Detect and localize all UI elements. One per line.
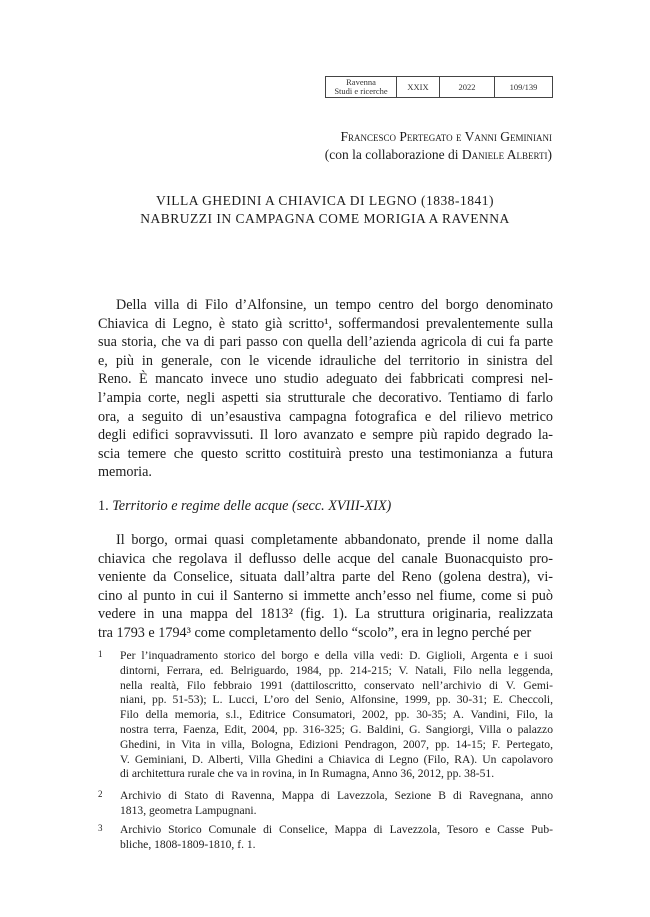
section-paragraph <box>98 531 553 643</box>
collaborator-name: Daniele Alberti <box>461 147 548 162</box>
paragraph-line: veniente da Conselice, situata dall’altra parte del Reno (golena destra), vi- <box>98 569 553 586</box>
footnote-line: dintorni, Ferrara, ed. Belriguardo, 1984, pp. 214-215; V. Natali, Filo nella leggenda, <box>120 663 553 677</box>
journal-name-line2: Studi e ricerche <box>334 86 388 96</box>
footnote-line: Archivio Storico Comunale di Conselice, Mappa di Lavezzola, Tesoro e Casse Pub- <box>120 823 553 836</box>
footnote-text <box>120 823 553 853</box>
paragraph-line: chiavica che regolava il deflusso delle acque del canale Buonacquisto pro- <box>98 550 553 567</box>
paragraph-line: sua storia, che va di pari passo con quella dell’azienda agricola di cui fa parte <box>98 334 553 351</box>
authors-line <box>340 128 552 146</box>
paragraph-line: Reno. È mancato invece uno studio adeguato dei fabbricati compresi nel- <box>98 371 553 388</box>
section-title: Territorio e regime delle acque (secc. XVIII-XIX) <box>112 498 392 514</box>
footnote-line: Ghedini, in Vita in villa, Bologna, Edizioni Pendragon, 2007, pp. 14-15; F. Pertegato, <box>120 737 553 751</box>
year-cell: 2022 <box>440 77 495 97</box>
footnote-number: 2 <box>98 789 103 799</box>
footnote-text <box>120 789 553 819</box>
footnote-2 <box>98 789 553 819</box>
paragraph-line: Il borgo, ormai quasi completamente abbandonato, prende il nome dalla <box>116 532 553 548</box>
paragraph-line: vedere in una mappa del 1813² (fig. 1). La struttura originaria, realizzata <box>98 606 553 623</box>
paragraph-line: e, più in generale, con le vicende idrauliche del territorio in sinistra del <box>98 352 553 369</box>
journal-name-cell <box>326 77 397 97</box>
collaboration-line <box>325 146 552 164</box>
paragraph-line: degli edifici sopravvissuti. Il loro avanzato e sempre più rapido degrado la- <box>98 427 553 444</box>
section-number: 1. <box>98 498 109 514</box>
paragraph-line: cino al punto in cui il Santerno si immette anch’esso nel fiume, come si può <box>98 587 553 604</box>
footnote-text <box>120 649 553 782</box>
footnote-line: di architettura rurale che va in rovina, in In Rumagna, Anno 36, 2012, pp. 38-51. <box>120 767 495 781</box>
paragraph-line: Della villa di Filo d’Alfonsine, un tempo centro del borgo denominato <box>116 297 553 313</box>
footnote-line: Filo della memoria, s.l., Editrice Consumatori, 2002, pp. 30-35; A. Vandini, Filo, la <box>120 708 553 722</box>
footnote-line: Archivio di Stato di Ravenna, Mappa di Lavezzola, Sezione B di Ravegnana, anno <box>120 789 553 802</box>
footnote-line: nella realtà, Filo febbraio 1991 (dattiloscritto, conservato nell’archivio di V. Gemi- <box>120 678 553 692</box>
footnote-number: 1 <box>98 649 103 659</box>
footnote-line: niani, pp. 51-53); L. Lucci, L’oro del Senio, Alfonsine, 1999, pp. 30-31; E. Checcoli, <box>120 693 553 707</box>
paragraph-line: Chiavica di Legno, è stato già scritto¹, soffermandosi prevalentemente sulla <box>98 315 553 332</box>
journal-name-line1: Ravenna <box>346 77 376 87</box>
footnote-1 <box>98 649 553 782</box>
journal-reference-box <box>325 76 553 98</box>
collaboration-suffix: ) <box>547 147 552 162</box>
footnote-3 <box>98 823 553 853</box>
footnote-line: bliche, 1808-1809-1810, f. 1. <box>120 837 256 851</box>
article-title-line2: NABRUZZI IN CAMPAGNA COME MORIGIA A RAVENNA <box>140 211 510 226</box>
paragraph-line: l’ampia corte, negli aspetti sia strutturale che decorativo. Tentiamo di farlo <box>98 389 553 406</box>
intro-paragraph <box>98 296 553 482</box>
paragraph-line: scia temere che questo scritto costituirà presto una testimonianza a futura <box>98 445 553 462</box>
footnote-line: nostra terra, Faenza, Edit, 2004, pp. 316-325; G. Baldini, G. Sangiorgi, Villa o palazzo <box>120 722 553 736</box>
collaboration-prefix: (con la collaborazione di <box>324 147 462 162</box>
footnote-line: Per l’inquadramento storico del borgo e della villa vedi: D. Giglioli, Argenta e i suoi <box>120 649 553 662</box>
section-heading <box>98 497 391 515</box>
pages-cell: 109/139 <box>509 81 538 92</box>
footnote-number: 3 <box>98 823 103 833</box>
article-title-line1: VILLA GHEDINI A CHIAVICA DI LEGNO (1838-1841) <box>156 193 494 208</box>
volume-cell: XXIX <box>397 77 440 97</box>
paragraph-line: ora, a seguito di un’esaustiva campagna fotografica e del rilievo metrico <box>98 408 553 425</box>
footnote-line: V. Geminiani, D. Alberti, Villa Ghedini a Chiavica di Legno (Filo, RA). Un capolavoro <box>120 752 553 766</box>
footnote-line: 1813, geometra Lampugnani. <box>120 803 257 817</box>
paragraph-line: tra 1793 e 1794³ come completamento dello “scolo”, era in legno perché per <box>98 624 532 641</box>
paragraph-line: memoria. <box>98 464 152 481</box>
authors-names: Francesco Pertegato e Vanni Geminiani <box>340 129 552 144</box>
